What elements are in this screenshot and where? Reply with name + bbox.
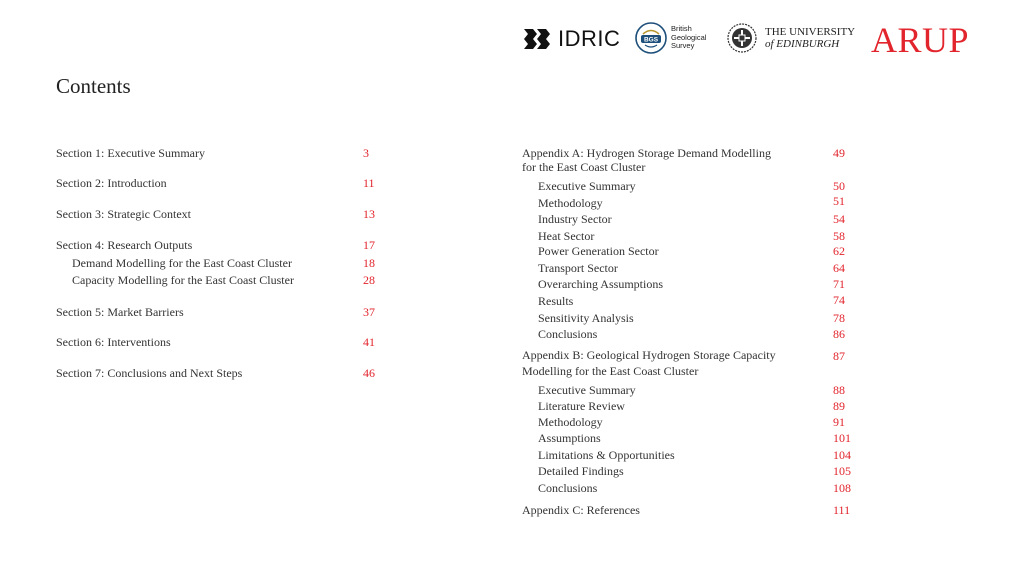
edinburgh-crest-icon — [727, 23, 757, 53]
partner-logos — [0, 0, 1024, 80]
toc-right-page-3[interactable]: 51 — [833, 194, 845, 208]
toc-right-item-3[interactable]: Methodology — [538, 196, 603, 210]
toc-right-page-9[interactable]: 74 — [833, 293, 845, 307]
toc-right-page-17[interactable]: 101 — [833, 431, 851, 445]
toc-right-page-20[interactable]: 108 — [833, 481, 851, 495]
bgs-wordmark — [671, 25, 706, 51]
toc-right-item-18[interactable]: Limitations & Opportunities — [538, 448, 675, 462]
toc-right-item-15[interactable]: Literature Review — [538, 399, 625, 413]
edinburgh-line-1: THE UNIVERSITY — [765, 26, 856, 38]
toc-left-item-5[interactable]: Capacity Modelling for the East Coast Cluster — [72, 273, 294, 287]
bgs-badge-text: BGS — [643, 36, 659, 44]
toc-right-item-7[interactable]: Transport Sector — [538, 261, 618, 275]
edinburgh-line-2: of EDINBURGH — [765, 38, 840, 50]
edinburgh-wordmark — [765, 26, 855, 50]
arup-logo: ARUP — [871, 20, 970, 60]
toc-left-item-1[interactable]: Section 2: Introduction — [56, 176, 167, 190]
toc-right-page-14[interactable]: 88 — [833, 383, 845, 397]
toc-left-page-2[interactable]: 13 — [363, 207, 375, 221]
toc-right-item-19[interactable]: Detailed Findings — [538, 464, 624, 478]
toc-right-page-6[interactable]: 62 — [833, 244, 845, 258]
toc-right-page-7[interactable]: 64 — [833, 261, 845, 275]
toc-right-item-2[interactable]: Executive Summary — [538, 179, 636, 193]
toc-right-item-5[interactable]: Heat Sector — [538, 229, 595, 243]
toc-right-item-14[interactable]: Executive Summary — [538, 383, 636, 397]
toc-left-item-4[interactable]: Demand Modelling for the East Coast Cluster — [72, 256, 292, 270]
toc-right-item-1[interactable]: for the East Coast Cluster — [522, 160, 646, 174]
bgs-line-3: Survey — [671, 41, 695, 51]
toc-right-item-0[interactable]: Appendix A: Hydrogen Storage Demand Modelling — [522, 146, 771, 160]
toc-right-page-10[interactable]: 78 — [833, 311, 845, 325]
toc-right-page-21[interactable]: 111 — [833, 503, 851, 517]
toc-left-item-2[interactable]: Section 3: Strategic Context — [56, 207, 191, 221]
toc-right-item-21[interactable]: Appendix C: References — [522, 503, 640, 517]
toc-left-item-3[interactable]: Section 4: Research Outputs — [56, 238, 193, 252]
toc-right-page-8[interactable]: 71 — [833, 277, 845, 291]
idric-logo — [524, 24, 620, 54]
toc-left-page-0[interactable]: 3 — [363, 146, 369, 160]
toc-right-item-11[interactable]: Conclusions — [538, 327, 598, 341]
toc-right-page-11[interactable]: 86 — [833, 327, 845, 341]
toc-right-page-0[interactable]: 49 — [833, 146, 845, 160]
toc-right-page-16[interactable]: 91 — [833, 415, 845, 429]
toc-right-item-12[interactable]: Appendix B: Geological Hydrogen Storage Capacity — [522, 348, 776, 362]
bgs-line-2: Geological — [671, 32, 707, 42]
toc-right-item-8[interactable]: Overarching Assumptions — [538, 277, 663, 291]
toc-right-page-12[interactable]: 87 — [833, 349, 845, 363]
toc-left-item-8[interactable]: Section 7: Conclusions and Next Steps — [56, 366, 243, 380]
idric-wordmark: IDRIC — [558, 26, 621, 51]
toc-left-item-0[interactable]: Section 1: Executive Summary — [56, 146, 205, 160]
toc-right-item-17[interactable]: Assumptions — [538, 431, 601, 445]
university-of-edinburgh-logo — [727, 23, 855, 53]
toc-right-item-9[interactable]: Results — [538, 294, 574, 308]
toc-right-page-19[interactable]: 105 — [833, 464, 851, 478]
toc-left-page-6[interactable]: 37 — [363, 305, 375, 319]
bgs-badge-icon — [635, 22, 667, 54]
toc-left-page-1[interactable]: 11 — [363, 176, 375, 190]
toc-right-item-10[interactable]: Sensitivity Analysis — [538, 311, 634, 325]
toc-left-page-8[interactable]: 46 — [363, 366, 375, 380]
toc-left-page-7[interactable]: 41 — [363, 335, 375, 349]
toc-left-page-4[interactable]: 18 — [363, 256, 375, 270]
toc-right-page-2[interactable]: 50 — [833, 179, 845, 193]
toc-left-item-7[interactable]: Section 6: Interventions — [56, 335, 171, 349]
bgs-line-1: British — [671, 24, 692, 34]
toc-left-page-3[interactable]: 17 — [363, 238, 375, 252]
toc-right-page-18[interactable]: 104 — [833, 448, 851, 462]
toc-right-page-15[interactable]: 89 — [833, 399, 845, 413]
toc-right-item-16[interactable]: Methodology — [538, 415, 603, 429]
bgs-logo — [635, 22, 706, 54]
toc-right-item-13[interactable]: Modelling for the East Coast Cluster — [522, 364, 699, 378]
toc-left-item-6[interactable]: Section 5: Market Barriers — [56, 305, 184, 319]
page-title: Contents — [56, 74, 131, 98]
toc-right-item-4[interactable]: Industry Sector — [538, 212, 612, 226]
idric-mark-icon — [524, 29, 550, 49]
toc-right-page-5[interactable]: 58 — [833, 229, 845, 243]
toc-right-page-4[interactable]: 54 — [833, 212, 845, 226]
toc-left-page-5[interactable]: 28 — [363, 273, 375, 287]
toc-right-item-20[interactable]: Conclusions — [538, 481, 598, 495]
toc-right-item-6[interactable]: Power Generation Sector — [538, 244, 659, 258]
